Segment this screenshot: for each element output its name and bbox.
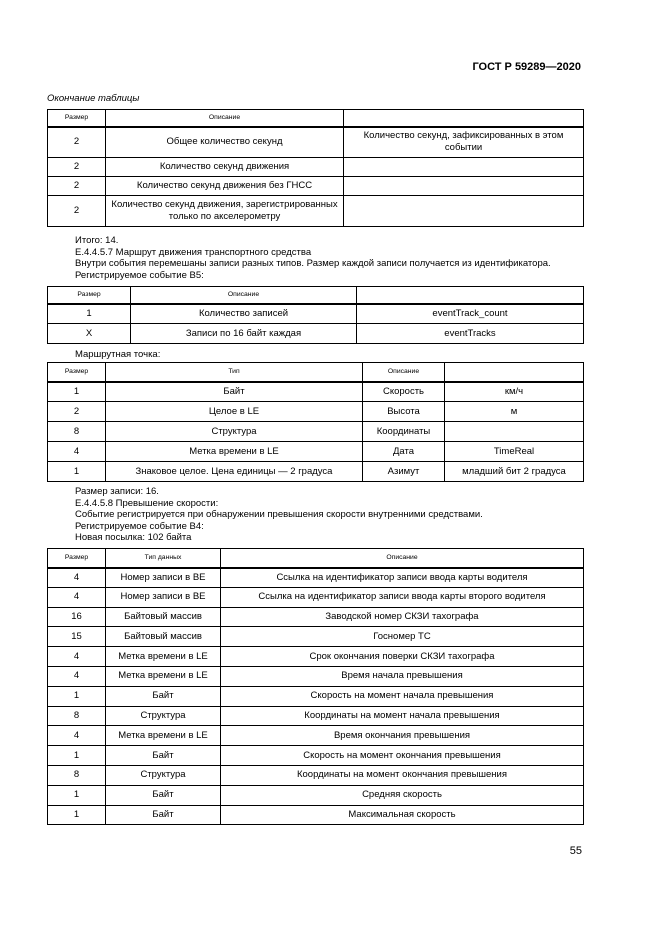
table-cell: Дата	[363, 442, 445, 462]
table-cell: Госномер ТС	[221, 627, 584, 647]
table-row	[48, 607, 584, 627]
table-cell: 1	[48, 462, 106, 482]
table-row	[48, 746, 584, 766]
table-cell: Скорость на момент начала превышения	[221, 686, 584, 706]
table-cell: 2	[48, 402, 106, 422]
column-header: Описание	[221, 549, 584, 568]
table-row	[48, 462, 584, 482]
column-header: Размер	[48, 110, 106, 127]
table-cell: км/ч	[445, 382, 584, 402]
header-row	[48, 549, 584, 568]
table-cell: Максимальная скорость	[221, 805, 584, 825]
page-number: 55	[569, 845, 582, 857]
table-cell: Скорость на момент окончания превышения	[221, 746, 584, 766]
column-header: Описание	[131, 287, 357, 304]
table-row	[48, 442, 584, 462]
text-line: Регистрируемое событие В4:	[75, 520, 204, 532]
table-cell: 2	[48, 196, 106, 227]
table-cell	[344, 158, 584, 177]
column-header	[344, 110, 584, 127]
table-cell	[344, 177, 584, 196]
paragraph-route-point	[75, 349, 160, 361]
column-header	[357, 287, 584, 304]
table-cell: TimeReal	[445, 442, 584, 462]
table-header	[48, 110, 584, 127]
table-header	[48, 287, 584, 304]
table-cell: Количество секунд движения, зарегистрированных только по акселерометру	[106, 196, 344, 227]
table-route-point	[47, 362, 584, 482]
table-cell: 8	[48, 706, 106, 726]
document-header: ГОСТ Р 59289—2020	[472, 61, 581, 73]
table-summary	[47, 109, 584, 227]
table-cell: м	[445, 402, 584, 422]
table-cell: Количество секунд движения	[106, 158, 344, 177]
text-line: Маршрутная точка:	[75, 349, 161, 360]
table-row	[48, 568, 584, 588]
table-cell: Время окончания превышения	[221, 726, 584, 746]
table-cell: Байтовый массив	[106, 627, 221, 647]
table-cell: Структура	[106, 422, 363, 442]
table-cell: 8	[48, 422, 106, 442]
table-cell: X	[48, 324, 131, 344]
table-row	[48, 324, 584, 344]
text-line: Регистрируемое событие В5:	[75, 269, 204, 281]
header-row	[48, 363, 584, 382]
table-cell: 1	[48, 382, 106, 402]
text-line: Е.4.4.5.8 Превышение скорости:	[75, 497, 219, 509]
column-header: Тип данных	[106, 549, 221, 568]
table-row	[48, 304, 584, 324]
paragraph-route	[75, 235, 551, 281]
table-cell: Байт	[106, 746, 221, 766]
table-cell: 8	[48, 765, 106, 785]
text-line: Событие регистрируется при обнаружении превышения скорости внутренними средствами.	[75, 509, 483, 520]
table-cell: Количество секунд движения без ГНСС	[106, 177, 344, 196]
column-header: Описание	[106, 110, 344, 127]
table-cell: Координаты на момент окончания превышения	[221, 765, 584, 785]
table-row	[48, 765, 584, 785]
table-cell: Азимут	[363, 462, 445, 482]
table-row	[48, 422, 584, 442]
table-cell: 1	[48, 686, 106, 706]
table-cell: Структура	[106, 706, 221, 726]
table-cell: 4	[48, 647, 106, 667]
table-cell: Общее количество секунд	[106, 127, 344, 158]
table-cell: Ссылка на идентификатор записи ввода карты второго водителя	[221, 587, 584, 607]
column-header: Размер	[48, 287, 131, 304]
table-cell: Метка времени в LE	[106, 666, 221, 686]
table-cell: младший бит 2 градуса	[445, 462, 584, 482]
table-cell: Метка времени в LE	[106, 647, 221, 667]
table-row	[48, 627, 584, 647]
table-cell: eventTrack_count	[357, 304, 584, 324]
header-row	[48, 110, 584, 127]
table-row	[48, 805, 584, 825]
table-cell: Байт	[106, 382, 363, 402]
table-cell: Байт	[106, 805, 221, 825]
paragraph-speeding	[75, 486, 483, 544]
table-row	[48, 196, 584, 227]
table-route-event	[47, 286, 584, 344]
column-header	[445, 363, 584, 382]
table-row	[48, 726, 584, 746]
table-cell: 1	[48, 746, 106, 766]
table-cell: 4	[48, 442, 106, 462]
table-cell: Записи по 16 байт каждая	[131, 324, 357, 344]
table-cell: 15	[48, 627, 106, 647]
table-cell: eventTracks	[357, 324, 584, 344]
table-cell	[445, 422, 584, 442]
table-cell: 1	[48, 785, 106, 805]
table-cell: Ссылка на идентификатор записи ввода карты водителя	[221, 568, 584, 588]
table-cell: 16	[48, 607, 106, 627]
text-line: Размер записи: 16.	[75, 486, 159, 497]
text-line: Итого: 14.	[75, 235, 119, 246]
table-row	[48, 785, 584, 805]
table-header	[48, 363, 584, 382]
table-cell: Байт	[106, 785, 221, 805]
table-cell: 4	[48, 568, 106, 588]
table-cell: Знаковое целое. Цена единицы — 2 градуса	[106, 462, 363, 482]
table-cell: Метка времени в LE	[106, 442, 363, 462]
table-cell: Координаты	[363, 422, 445, 442]
text-line: Внутри события перемешаны записи разных типов. Размер каждой записи получается из идентификатора.	[75, 258, 551, 269]
column-header: Описание	[363, 363, 445, 382]
table-row	[48, 382, 584, 402]
header-row	[48, 287, 584, 304]
table-cell: 4	[48, 587, 106, 607]
table-row	[48, 127, 584, 158]
table-body	[48, 382, 584, 482]
table-body	[48, 304, 584, 344]
table-cell: Номер записи в BE	[106, 568, 221, 588]
table-cell: 1	[48, 805, 106, 825]
table-cell	[344, 196, 584, 227]
table-cell: Количество секунд, зафиксированных в этом событии	[344, 127, 584, 158]
table-cell: Время начала превышения	[221, 666, 584, 686]
table-cell: Байтовый массив	[106, 607, 221, 627]
column-header: Размер	[48, 549, 106, 568]
column-header: Тип	[106, 363, 363, 382]
table-cell: 4	[48, 666, 106, 686]
table-cell: 2	[48, 127, 106, 158]
table-row	[48, 686, 584, 706]
table-header	[48, 549, 584, 568]
table-cell: Байт	[106, 686, 221, 706]
table-row	[48, 158, 584, 177]
table-speeding	[47, 548, 584, 825]
table-cell: Координаты на момент начала превышения	[221, 706, 584, 726]
table-row	[48, 666, 584, 686]
table-cell: Срок окончания поверки СКЗИ тахографа	[221, 647, 584, 667]
table-caption: Окончание таблицы	[47, 93, 140, 104]
table-cell: Заводской номер СКЗИ тахографа	[221, 607, 584, 627]
table-cell: Номер записи в BE	[106, 587, 221, 607]
text-line: Е.4.4.5.7 Маршрут движения транспортного средства	[75, 246, 312, 258]
table-cell: Структура	[106, 765, 221, 785]
table-row	[48, 587, 584, 607]
table-cell: Количество записей	[131, 304, 357, 324]
table-body	[48, 127, 584, 227]
table-body	[48, 568, 584, 825]
table-cell: 2	[48, 158, 106, 177]
table-row	[48, 402, 584, 422]
table-cell: Метка времени в LE	[106, 726, 221, 746]
table-cell: 1	[48, 304, 131, 324]
table-row	[48, 177, 584, 196]
table-cell: Целое в LE	[106, 402, 363, 422]
table-cell: 2	[48, 177, 106, 196]
table-cell: Высота	[363, 402, 445, 422]
table-cell: Скорость	[363, 382, 445, 402]
table-cell: Средняя скорость	[221, 785, 584, 805]
table-row	[48, 706, 584, 726]
column-header: Размер	[48, 363, 106, 382]
table-cell: 4	[48, 726, 106, 746]
table-row	[48, 647, 584, 667]
text-line: Новая посылка: 102 байта	[75, 532, 192, 543]
